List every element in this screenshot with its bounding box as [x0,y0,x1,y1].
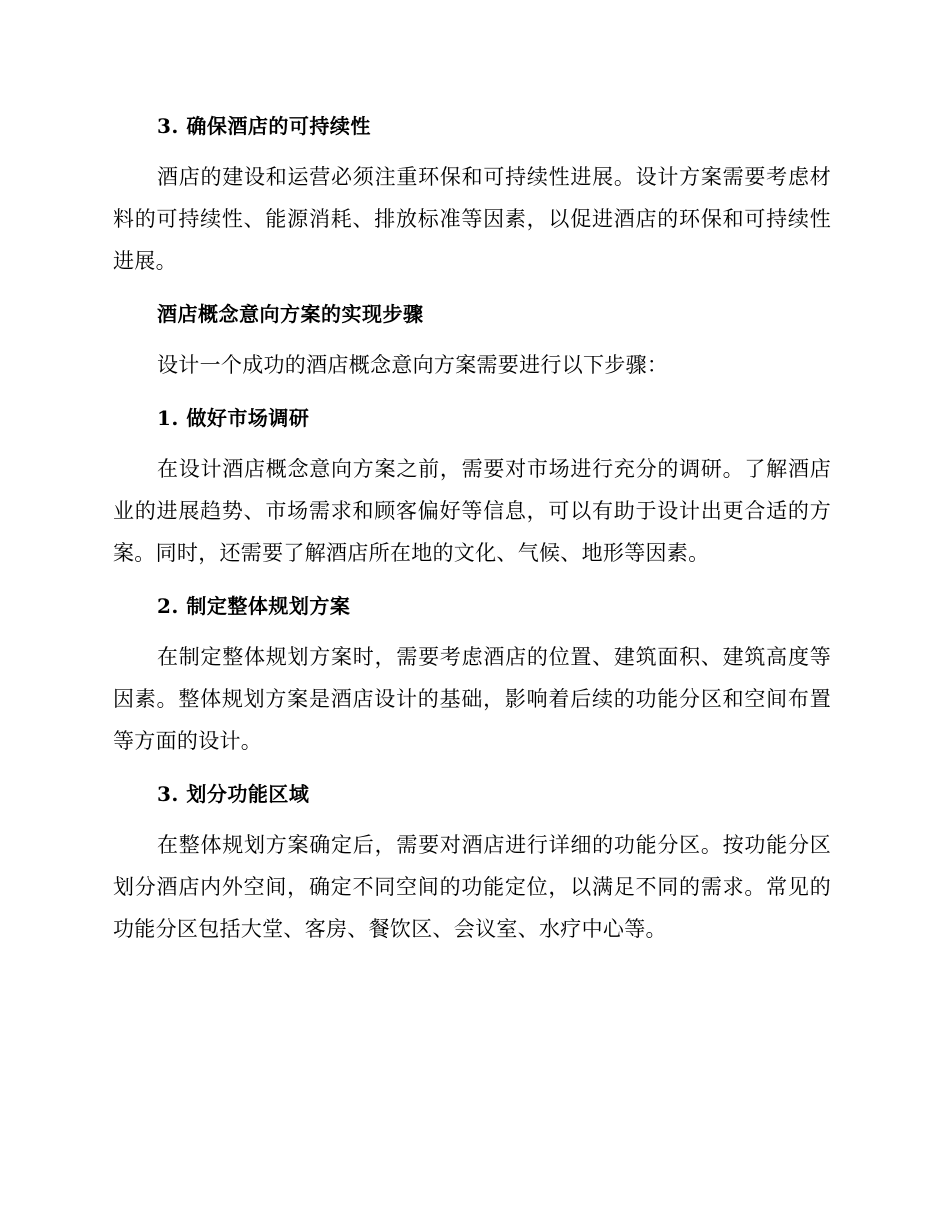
section-heading-master-plan: 2. 制定整体规划方案 [157,594,351,618]
paragraph-market-research: 在设计酒店概念意向方案之前，需要对市场进行充分的调研。了解酒店业的进展趋势、市场需求和顾客偏好等信息，可以有助于设计出更合适的方案。同时，还需要了解酒店所在地的文化、气候、地形等因素。 [113,457,831,565]
paragraph-functional-zones: 在整体规划方案确定后，需要对酒店进行详细的功能分区。按功能分区划分酒店内外空间，确定不同空间的功能定位，以满足不同的需求。常见的功能分区包括大堂、客房、餐饮区、会议室、水疗中心等。 [113,833,831,941]
paragraph-steps-intro: 设计一个成功的酒店概念意向方案需要进行以下步骤： [157,353,669,377]
section-heading-functional-zones: 3. 划分功能区域 [157,782,310,806]
paragraph-master-plan: 在制定整体规划方案时，需要考虑酒店的位置、建筑面积、建筑高度等因素。整体规划方案是酒店设计的基础，影响着后续的功能分区和空间布置等方面的设计。 [113,645,831,753]
section-heading-implementation-steps: 酒店概念意向方案的实现步骤 [157,302,424,326]
document-body [113,108,831,950]
section-heading-sustainability: 3. 确保酒店的可持续性 [157,114,371,138]
section-heading-market-research: 1. 做好市场调研 [157,406,310,430]
paragraph-sustainability: 酒店的建设和运营必须注重环保和可持续性进展。设计方案需要考虑材料的可持续性、能源消耗、排放标准等因素，以促进酒店的环保和可持续性进展。 [113,165,831,273]
